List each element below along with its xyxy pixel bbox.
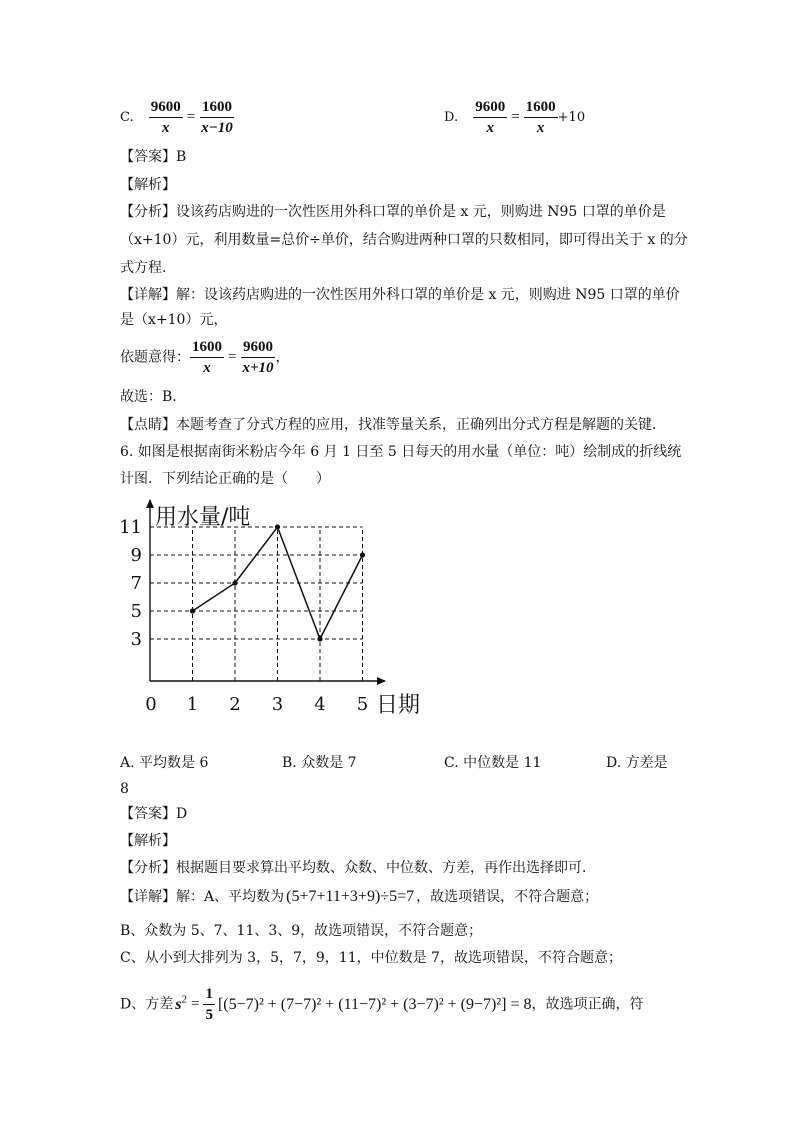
frac-numerator: 1600	[190, 338, 224, 358]
q6-analysis-title: 【解析】	[120, 833, 176, 849]
frac-denominator: x+10	[242, 360, 274, 376]
q6-line-d	[120, 985, 644, 1024]
option-c-frac-left	[149, 98, 183, 137]
option-d-frac-left	[473, 98, 507, 137]
option-c-frac-right	[199, 98, 235, 137]
frac-denominator: x	[536, 120, 545, 136]
q6-stem-line2: 计图．下列结论正确的是（ ）	[120, 471, 330, 487]
frac-denominator: 5	[205, 1007, 213, 1023]
chart-grid	[150, 527, 363, 681]
data-point	[275, 524, 280, 529]
y-tick-label: 9	[130, 545, 142, 566]
y-axis-arrow	[146, 499, 154, 508]
q5-analysis-title: 【解析】	[120, 177, 176, 193]
option-c	[120, 98, 235, 137]
x-tick-label: 2	[229, 694, 241, 715]
q6-xiangjie-a	[120, 886, 598, 907]
q5-eq-prefix: 依题意得：	[120, 349, 190, 366]
q6-line-d-var: s	[175, 995, 182, 1013]
q6-xiangjie-a-suffix: ，故选项错误，不符合题意；	[416, 889, 599, 905]
x-tick-label: 1	[186, 694, 199, 715]
frac-denominator: x−10	[201, 120, 233, 136]
equals-sign: =	[186, 109, 196, 125]
q5-fenxi-line1: 【分析】设该药店购进的一次性医用外科口罩的单价是 x 元，则购进 N95 口罩的单价是	[120, 204, 666, 220]
q5-eq-suffix: ，	[275, 349, 290, 366]
equals-sign: =	[228, 349, 237, 365]
data-point	[360, 552, 365, 557]
data-point	[232, 580, 237, 585]
q6-option-d-wrap: 8	[120, 781, 129, 797]
q6-xiangjie-a-prefix: 【详解】解：A、平均数为	[120, 889, 285, 905]
q6-line-d-prefix: D、方差	[120, 996, 174, 1013]
q6-option-c: C. 中位数是 11	[444, 755, 542, 771]
y-tick-label: 5	[130, 601, 142, 622]
water-usage-chart	[119, 490, 440, 725]
q6-option-b: B. 众数是 7	[282, 755, 357, 771]
frac-numerator: 9600	[241, 338, 275, 358]
option-d-tail: +10	[557, 110, 586, 125]
x-axis-arrow	[377, 677, 386, 685]
q5-xiangjie-line2: 是（x+10）元，	[120, 312, 228, 328]
q6-line-c: C、从小到大排列为 3，5，7，9，11，中位数是 7，故选项错误，不符合题意；	[120, 950, 622, 966]
q5-answer: 【答案】B	[120, 149, 187, 165]
chart-x-axis-label: 日期	[376, 693, 421, 718]
data-point	[190, 608, 195, 613]
x-tick-label: 0	[145, 694, 157, 715]
y-tick-label: 3	[130, 629, 142, 650]
q6-answer: 【答案】D	[120, 806, 188, 822]
x-tick-label: 5	[356, 694, 369, 715]
q6-stem-line1: 6. 如图是根据南街米粉店今年 6 月 1 日至 5 日每天的用水量（单位：吨）绘制成的折线统	[120, 444, 682, 460]
q6-xiangjie-a-expr: (5+7+11+3+9)÷5=7	[286, 888, 415, 905]
q5-dianjing: 【点睛】本题考查了分式方程的应用，找准等量关系，正确列出分式方程是解题的关键．	[120, 417, 666, 433]
frac-numerator: 1600	[200, 98, 234, 118]
chart-y-axis-label: 用水量/吨	[155, 505, 251, 530]
x-tick-label: 3	[271, 694, 284, 715]
option-d-frac-right	[524, 98, 558, 137]
q6-option-a: A. 平均数是 6	[120, 755, 209, 771]
q5-xiangjie-line1: 【详解】解：设该药店购进的一次性医用外科口罩的单价是 x 元，则购进 N95 口罩的单价	[120, 287, 680, 303]
q5-choice: 故选：B．	[120, 389, 187, 405]
frac-numerator: 9600	[473, 98, 507, 118]
frac-numerator: 9600	[149, 98, 183, 118]
q5-eq-frac-right	[240, 338, 275, 377]
q6-line-d-sup: 2	[181, 993, 187, 1006]
q6-line-b: B、众数为 5、7、11、3、9，故选项错误，不符合题意；	[120, 923, 483, 939]
frac-denominator: x	[486, 120, 494, 136]
data-point	[317, 636, 322, 641]
q5-eq-frac-left	[190, 338, 224, 377]
y-tick-label: 7	[130, 573, 142, 594]
q6-line-d-frac	[203, 985, 215, 1024]
y-tick-label: 11	[119, 517, 142, 538]
frac-denominator: x	[203, 360, 211, 376]
equals-sign: =	[511, 109, 520, 125]
q5-fenxi-line2: （x+10）元，利用数量=总价÷单价，结合购进两种口罩的只数相同，即可得出关于 x 的分	[120, 232, 688, 248]
q5-equation	[120, 338, 290, 377]
frac-numerator: 1600	[524, 98, 558, 118]
q6-option-d: D. 方差是	[606, 755, 668, 771]
frac-denominator: x	[161, 120, 170, 136]
frac-numerator: 1	[203, 985, 215, 1005]
q5-fenxi-line3: 式方程．	[120, 260, 176, 276]
q6-line-d-suffix: ，故选项正确，符	[531, 996, 644, 1013]
option-d-label: D.	[444, 110, 459, 125]
q6-fenxi: 【分析】根据题目要求算出平均数、众数、中位数、方差，再作出选择即可．	[120, 860, 596, 876]
option-c-label: C.	[120, 110, 134, 125]
q6-line-d-expr: [(5−7)² + (7−7)² + (11−7)² + (3−7)² + (9−7)²] = 8	[217, 995, 532, 1013]
equals-sign: =	[190, 996, 200, 1012]
x-tick-label: 4	[314, 694, 326, 715]
option-d	[444, 98, 585, 137]
